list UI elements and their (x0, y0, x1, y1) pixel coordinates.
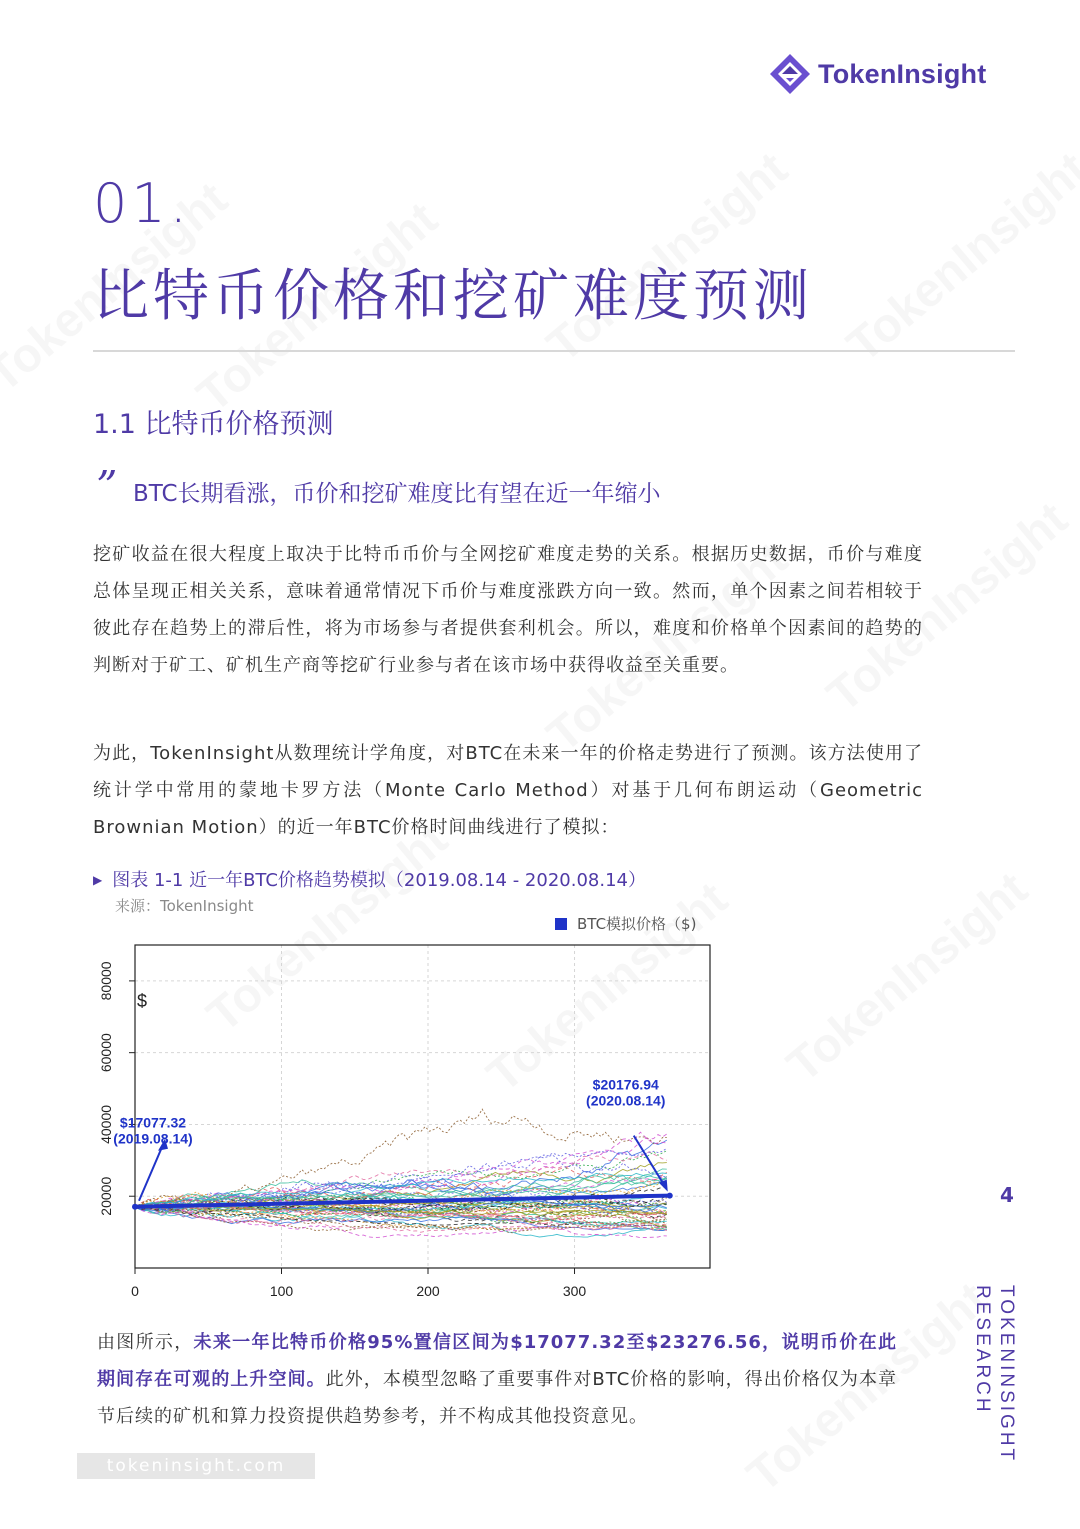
legend-swatch (555, 918, 567, 930)
x-tick-label: 300 (562, 1283, 587, 1299)
body-paragraph: 为此，TokenInsight从数理统计学角度，对BTC在未来一年的价格走势进行了预测。该方法使用了统计学中常用的蒙地卡罗方法（Monte Carlo Method）对基于几何布朗运动（Geometric Brownian Motion）的近一年BTC价格时间曲线进行了模拟： (93, 743, 923, 838)
chapter-number: 01. (93, 172, 191, 235)
watermark (777, 862, 1038, 1094)
divider (93, 350, 1015, 352)
legend-label: BTC模拟价格（$) (577, 915, 697, 933)
simulation-paths (135, 1109, 667, 1238)
annotation-label: $20176.94 (592, 1076, 659, 1093)
y-tick-label: 60000 (98, 1033, 114, 1073)
vertical-brand: TOKENINSIGHT RESEARCH (972, 1285, 1017, 1463)
body-paragraph: 挖矿收益在很大程度上取决于比特币币价与全网挖矿难度走势的关系。根据历史数据，币价与难度总体呈现正相关关系，意味着通常情况下币价与难度涨跌方向一致。然而，单个因素之间若相较于彼此存在趋势上的滞后性，将为市场参与者提供套利机会。所以，难度和价格单个因素间的趋势的判断对于矿工、矿机生产商等挖矿行业参与者在该市场中获得收益至关重要。 (93, 544, 923, 676)
chart-legend (555, 913, 696, 934)
y-axis-label: $ (137, 991, 148, 1011)
simulation-path (135, 1109, 667, 1207)
watermark (837, 142, 1080, 374)
brand-logo (768, 52, 986, 96)
quote-icon: ” (96, 462, 118, 511)
tokeninsight-logo-icon (768, 52, 812, 96)
figure-source: 来源：TokenInsight (115, 897, 254, 915)
conclusion-rest: 此外，本模型忽略了重要事件对BTC价格的影响，得出价格仅为本章节后续的矿机和算力投资提供趋势参考，并不构成其他投资意见。 (97, 1369, 898, 1427)
conclusion-lead: 由图所示， (97, 1332, 194, 1353)
annotation-label: $17077.32 (119, 1114, 187, 1131)
annotation-label: (2019.08.14) (113, 1130, 193, 1147)
y-tick-label: 40000 (98, 1104, 114, 1144)
page-number: 4 (1000, 1183, 1014, 1207)
pull-quote: BTC长期看涨，币价和挖矿难度比有望在近一年缩小 (133, 481, 661, 507)
caret-right-icon: ▶ (93, 873, 103, 887)
footer-url: tokeninsight.com (77, 1453, 315, 1479)
chapter-title: 比特币价格和挖矿难度预测 (93, 264, 813, 329)
section-title: 1.1 比特币价格预测 (93, 409, 334, 440)
x-tick-label: 0 (131, 1283, 139, 1299)
price-simulation-chart (90, 935, 730, 1315)
y-tick-label: 20000 (98, 1176, 114, 1216)
conclusion-highlight: 未来一年比特币价格95%置信区间为$17077.32至$23276.56，说明币价在此期间存在可观的上升空间。 (97, 1332, 897, 1390)
brand-name: TokenInsight (818, 58, 987, 89)
annotation-label: (2020.08.14) (586, 1092, 666, 1109)
data-point (667, 1193, 673, 1199)
x-tick-label: 200 (416, 1283, 440, 1299)
figure-caption (93, 866, 646, 892)
y-tick-label: 80000 (98, 961, 114, 1001)
figure-caption-text: 图表 1-1 近一年BTC价格趋势模拟（2019.08.14 - 2020.08.14） (112, 870, 646, 891)
conclusion-paragraph (97, 1324, 897, 1435)
data-point (132, 1204, 138, 1210)
x-tick-label: 100 (269, 1283, 294, 1299)
annotation-arrow (139, 1145, 163, 1201)
chart-annotations (113, 1077, 667, 1201)
